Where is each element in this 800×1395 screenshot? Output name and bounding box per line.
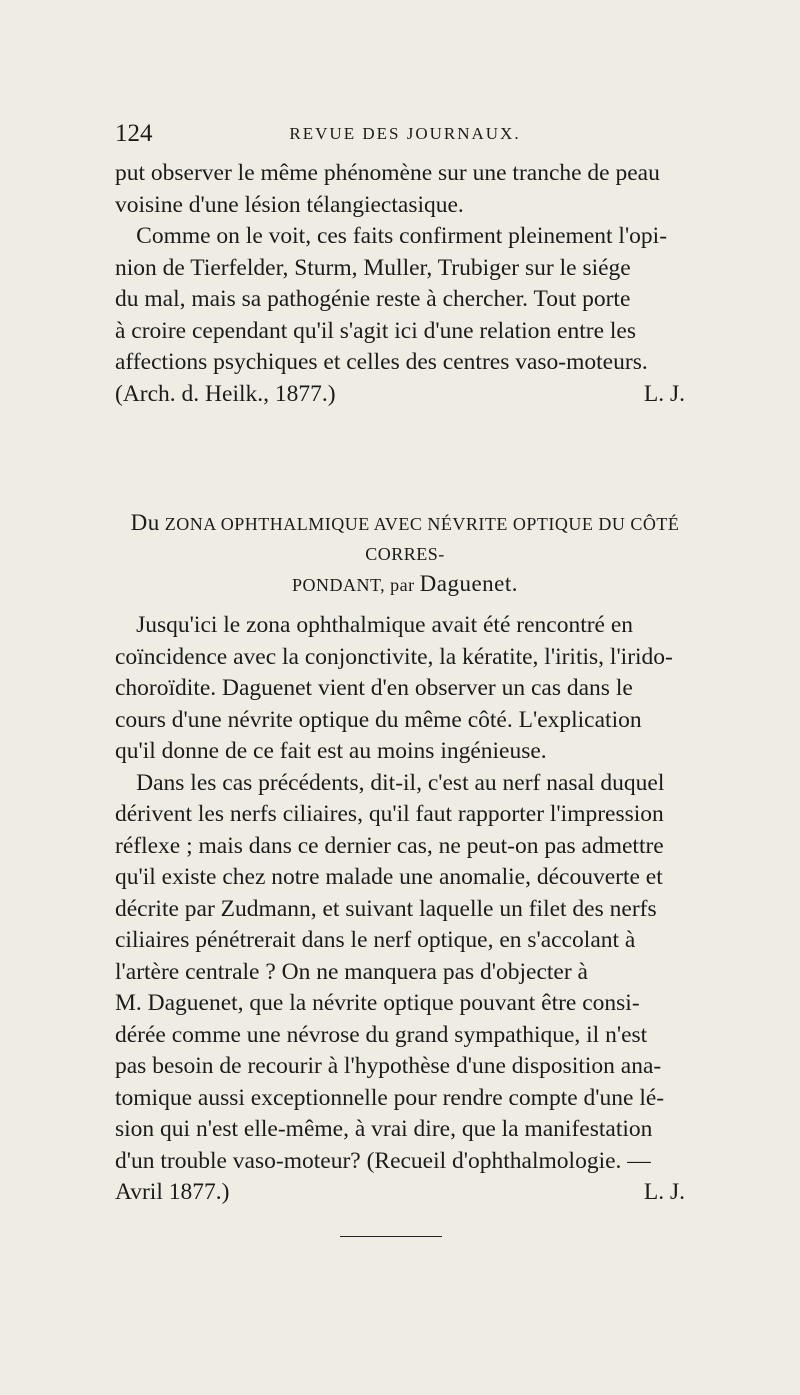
text-line: affections psychiques et celles des centres vaso-moteurs. [115,349,648,375]
article-heading-line-1 [115,508,695,569]
text-line: voisine d'une lésion télangiectasique. [115,191,464,218]
text-line: Comme on le voit, ces faits confirment pleinement l'opi- [136,223,668,249]
text-line: à croire cependant qu'il s'agit ici d'une relation entre les [115,317,637,344]
citation-line [115,379,695,411]
section-2-text [115,610,695,1209]
text-line: choroïdite. Daguenet vient d'en observer un cas dans le [115,675,633,701]
text-line: décrite par Zudmann, et suivant laquelle un filet des nerfs [115,895,657,922]
citation-line [115,1177,695,1209]
page-number: 124 [115,120,153,147]
section-1-text [115,158,695,410]
text-line: cours d'une névrite optique du même côté. L'explication [115,706,642,733]
text-line: Jusqu'ici le zona ophthalmique avait été rencontré en [136,612,634,638]
text-line: qu'il existe chez notre malade une anomalie, découverte et [115,864,663,890]
text-line: Dans les cas précédents, dit-il, c'est au nerf nasal duquel [136,769,665,796]
heading-author: Daguenet. [419,571,519,596]
text-line: dérée comme une névrose du grand sympathique, il n'est [115,1021,648,1048]
author-signature: L. J. [643,1179,685,1205]
text-line: tomique aussi exceptionnelle pour rendre compte d'une lé- [115,1084,665,1111]
text-line: put observer le même phénomène sur une tranche de peau [115,160,660,186]
heading-title-continued: PONDANT, par [291,575,415,595]
text-line: réflexe ; mais dans ce dernier cas, ne peut-on pas admettre [115,832,664,859]
article-heading [115,508,695,600]
text-line: qu'il donne de ce fait est au moins ingénieuse. [115,738,547,764]
section-divider [340,1236,442,1237]
text-line: l'artère centrale ? On ne manquera pas d'objecter à [115,958,588,985]
citation: Avril 1877.) [115,1179,230,1205]
text-line: sion qui n'est elle-même, à vrai dire, que la manifestation [115,1116,653,1142]
text-line: d'un trouble vaso-moteur? (Recueil d'ophthalmologie. — [115,1147,651,1174]
running-head [115,120,695,150]
heading-prefix: Du [130,510,160,535]
text-line: ciliaires pénétrerait dans le nerf optique, en s'accolant à [115,927,636,953]
text-line: du mal, mais sa pathogénie reste à chercher. Tout porte [115,286,631,312]
heading-title: ZONA OPHTHALMIQUE AVEC NÉVRITE OPTIQUE DU CÔTÉ CORRES- [164,514,680,564]
text-line: coïncidence avec la conjonctivite, la kératite, l'iritis, l'irido- [115,643,673,670]
running-title: REVUE DES JOURNAUX. [289,124,521,143]
text-line: nion de Tierfelder, Sturm, Muller, Trubiger sur le siége [115,254,631,281]
text-line: pas besoin de recourir à l'hypothèse d'une disposition ana- [115,1053,662,1079]
article-heading-line-2 [115,569,695,600]
text-line: dérivent les nerfs ciliaires, qu'il faut rapporter l'impression [115,801,664,827]
citation: (Arch. d. Heilk., 1877.) [115,380,336,407]
author-signature: L. J. [643,380,685,407]
text-line: M. Daguenet, que la névrite optique pouvant être consi- [115,990,640,1016]
